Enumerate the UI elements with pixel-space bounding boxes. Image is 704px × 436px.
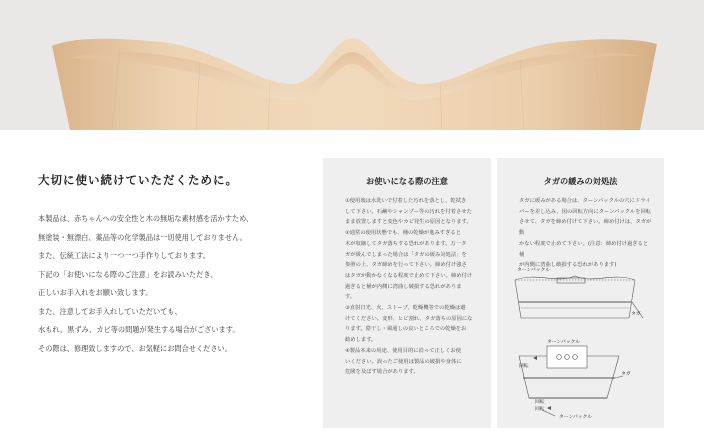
turnbuckle-label: ターンバックル [559, 415, 593, 420]
caution-line: 危険を及ぼす場合があります。 [345, 369, 419, 376]
caution-title: お使いになる際の注意 [366, 176, 448, 186]
intro-line: 無塗装・無漂白、薬品等の化学製品は一切使用しておりません。 [38, 232, 247, 242]
caution-line: ③直射日光、火、ストーブ、乾燥機等での乾燥は避 [345, 305, 466, 312]
intro-line: 正しいお手入れをお願い致します。 [38, 288, 153, 297]
intro-section [38, 172, 308, 358]
caution-line: ガが緩んでしまった場合は「タガの緩み対処法」を [345, 251, 467, 258]
intro-heading: 大切に使い続けていただくために。 [38, 173, 238, 187]
intro-line: 本製品は、赤ちゃんへの安全性と木の無垢な素材感を活かすため、 [38, 214, 254, 223]
caution-line: 木が収縮してタガ落ちする恐れがあります。万一タ [345, 240, 467, 247]
taga-label: タガ [631, 312, 641, 317]
caution-line: 過ぎると桶が内側に湾曲し破損する恐れがありま [345, 283, 462, 290]
caution-panel [323, 158, 491, 428]
intro-line: また、伝統工法により一つ一つ手作りしております。 [38, 251, 210, 260]
caution-line: ①使用後は水洗いで付着した汚れを落とし、乾拭き [345, 198, 467, 204]
caution-line: 勧めします。 [345, 337, 377, 344]
caution-line: す。 [345, 294, 356, 301]
remedy-line: が内側に湾曲し破損する恐れがあります) [519, 262, 617, 269]
caution-line: ります。陰干し・風通しの良いところでの乾燥をお [345, 326, 467, 333]
wooden-tub-illustration [0, 0, 704, 130]
turnbuckle-label: ターンバックル [517, 268, 551, 273]
rotate-label: 回転 [535, 400, 545, 405]
caution-line: 参照の上、タガ締めを行って下さい。締め付け強さ [345, 262, 467, 269]
caution-line: まま放置しますと変色やカビ発生の原因となります。 [345, 219, 472, 226]
remedy-title: タガの緩みの対処法 [543, 176, 618, 186]
caution-line: ②通常の使用状態でも、桶の乾燥が進みすぎると [345, 230, 461, 237]
intro-line: また、注意してお手入れしていただいても、 [38, 306, 182, 316]
hero-image [0, 0, 704, 130]
caution-line: ④製品本来の用途、使用目的に沿って正しくお使 [345, 347, 461, 354]
turnbuckle-label: ターンバックル [547, 340, 581, 345]
caution-line: いください。誤ったご使用は製品の破損や身体に [345, 358, 462, 365]
remedy-line: かない程度で止めて下さい。(注意：締め付け過ぎると桶 [519, 240, 649, 258]
caution-line: はタガが動かなくなる程度で止めて下さい。締め付け [345, 272, 473, 279]
turnbuckle-diagram [507, 258, 655, 423]
remedy-line: させて、タガを締め付けて下さい。締め付けは、タガが動 [519, 219, 652, 237]
caution-line: して下さい。石鹸やシャンプー等の汚れを付着させた [345, 208, 472, 215]
tub-diagram-drawing [507, 258, 655, 423]
intro-line: その際は、修理致しますので、お気軽にお問合せください。 [38, 343, 232, 353]
intro-line: 水もれ、黒ずみ、カビ等の問題が発生する場合がございます。 [38, 325, 240, 334]
rotate-label: 回転 [535, 407, 545, 412]
taga-label: タガ [621, 372, 631, 377]
intro-line: 下記の「お使いになる際のご注意」をお読みいただき、 [38, 269, 218, 279]
caution-line: けてください。変形、ヒビ割れ、タガ落ちの原因にな [345, 315, 473, 322]
remedy-line: タガに緩みがある場合は、ターンバックルの穴にドライ [519, 198, 651, 204]
caution-body [345, 196, 479, 378]
remedy-line: バーを差し込み、図の回転方向にターンバックルを回転 [519, 208, 652, 215]
rotate-label: 回転 [519, 364, 529, 369]
